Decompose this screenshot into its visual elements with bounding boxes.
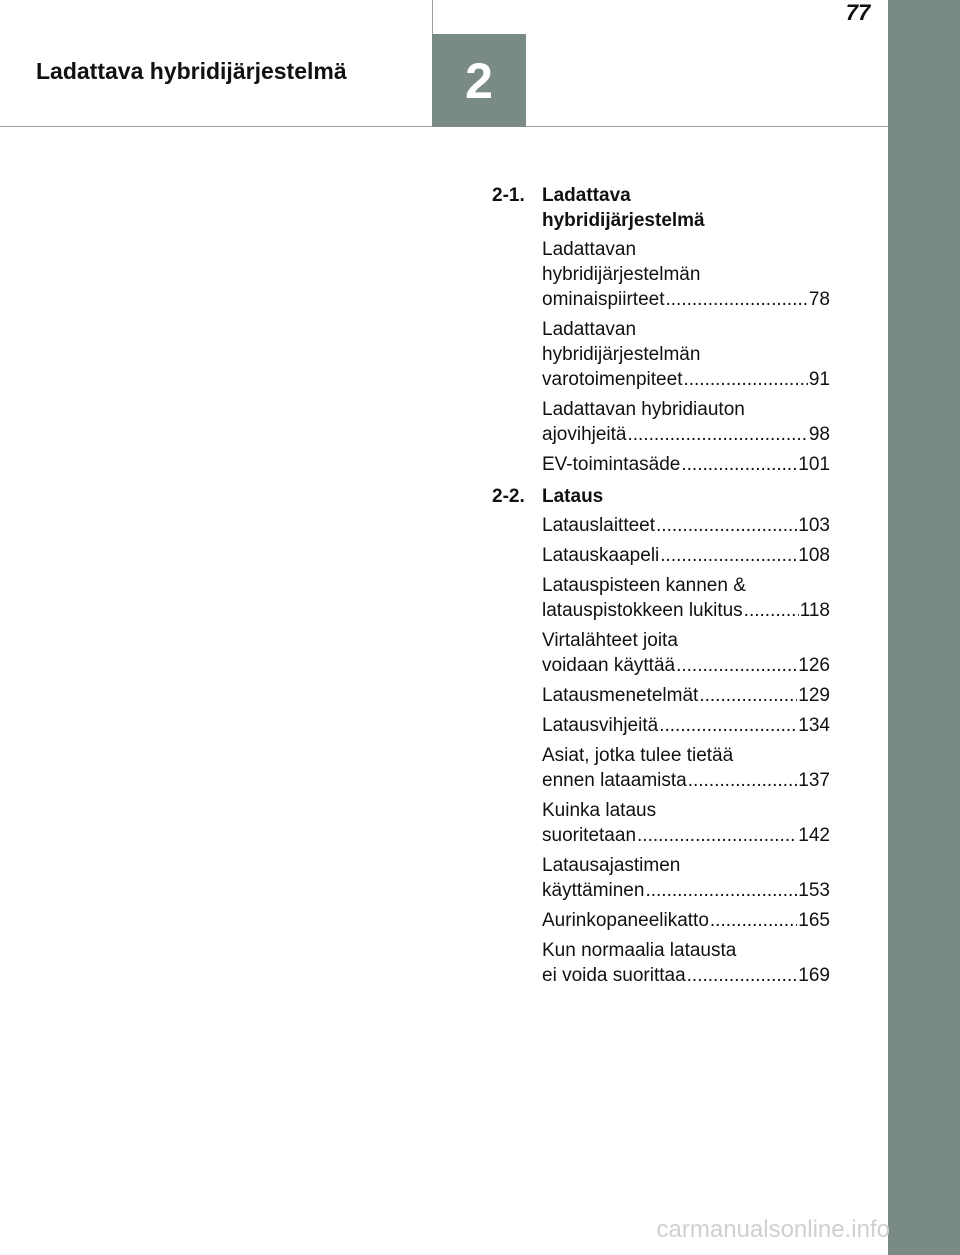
dot-leader [699,683,797,708]
toc-entry[interactable] [542,938,830,988]
toc-page-number: 134 [798,715,830,736]
toc-entry[interactable] [542,683,830,708]
watermark: carmanualsonline.info [656,1216,890,1243]
toc-page-number: 126 [798,655,830,676]
toc-page-number: 165 [798,910,830,931]
toc-entry-last-line [542,683,830,708]
dot-leader [637,823,797,848]
toc-entry-text: Latausajastimen [542,855,681,876]
toc-entry-text: Asiat, jotka tulee tietää [542,745,734,766]
toc-page-number: 118 [799,600,830,621]
toc-entry-text: Virtalähteet joita [542,630,678,651]
toc-entry[interactable] [542,713,830,738]
dot-leader [628,422,808,447]
toc-page-number: 129 [798,685,830,706]
toc-entry-text: latauspistokkeen lukitus [542,600,743,621]
toc-page-number: 169 [798,965,830,986]
toc-entry-text: ajovihjeitä [542,424,627,445]
toc-entry-text: ominaispiirteet [542,289,665,310]
toc-entry-last-line [542,823,830,848]
toc-entry-text: Latausvihjeitä [542,715,659,736]
toc-entry[interactable] [542,573,830,623]
dot-leader [660,543,797,568]
dot-leader [666,287,808,312]
toc-entry[interactable] [542,452,830,477]
toc-page-number: 103 [798,515,830,536]
section-title [542,484,603,509]
section-number: 2-2. [492,486,525,507]
dot-leader [656,513,797,538]
toc-entry-last-line [542,543,830,568]
dot-leader [681,452,797,477]
chapter-side-tab [888,0,960,1255]
toc-entry-text: Latauskaapeli [542,545,660,566]
toc-section [492,484,830,988]
toc-entry[interactable] [542,397,830,447]
dot-leader [645,878,797,903]
dot-leader [659,713,797,738]
toc-entry-text: ei voida suorittaa [542,965,686,986]
section-title-line: Lataus [542,486,604,507]
toc-entry-text: Kuinka lataus [542,800,657,821]
toc-page-number: 137 [798,770,830,791]
toc-entry-text: Latauspisteen kannen & [542,575,746,596]
toc-entry-list [492,237,830,477]
dot-leader [688,768,798,793]
toc-entry[interactable] [542,237,830,312]
section-title [542,183,705,233]
chapter-number-box: 2 [432,34,526,127]
toc-entry-text: Latausmenetelmät [542,685,699,706]
section-title-line: Ladattava [542,185,631,206]
toc-entry-last-line [542,452,830,477]
header-divider [432,0,433,34]
toc-entry-last-line [542,768,830,793]
section-heading [492,484,830,509]
page-number: 77 [845,0,871,25]
toc-entry-text: käyttäminen [542,880,645,901]
dot-leader [744,598,799,623]
toc-entry-list [492,513,830,988]
toc-entry-text: Ladattavan [542,319,637,340]
toc-entry-last-line [542,422,830,447]
section-heading [492,183,830,233]
toc-entry-text: hybridijärjestelmän [542,344,701,365]
toc-entry-last-line [542,713,830,738]
table-of-contents [492,183,830,995]
toc-entry-text: Latauslaitteet [542,515,656,536]
toc-page-number: 91 [808,369,830,390]
toc-entry[interactable] [542,317,830,392]
toc-entry-text: Ladattavan [542,239,637,260]
toc-entry[interactable] [542,908,830,933]
toc-entry[interactable] [542,628,830,678]
toc-entry-last-line [542,367,830,392]
toc-entry-last-line [542,287,830,312]
dot-leader [683,367,807,392]
toc-entry-text: EV-toimintasäde [542,454,681,475]
toc-section [492,183,830,477]
toc-entry-last-line [542,598,830,623]
toc-entry[interactable] [542,798,830,848]
chapter-title: Ladattava hybridijärjestelmä [36,58,347,84]
toc-page-number: 98 [808,424,830,445]
toc-entry-text: hybridijärjestelmän [542,264,701,285]
toc-page-number: 101 [798,454,830,475]
toc-entry-text: suoritetaan [542,825,637,846]
toc-entry-last-line [542,878,830,903]
toc-entry-text: ennen lataamista [542,770,687,791]
dot-leader [710,908,797,933]
dot-leader [676,653,797,678]
section-number: 2-1. [492,185,525,206]
toc-entry-last-line [542,653,830,678]
toc-entry-text: Kun normaalia latausta [542,940,737,961]
toc-entry-last-line [542,513,830,538]
section-title-line: hybridijärjestelmä [542,210,705,231]
dot-leader [687,963,798,988]
toc-entry-text: varotoimenpiteet [542,369,683,390]
toc-entry-last-line [542,963,830,988]
toc-entry-text: voidaan käyttää [542,655,676,676]
toc-entry[interactable] [542,853,830,903]
toc-entry[interactable] [542,543,830,568]
toc-entry-last-line [542,908,830,933]
toc-entry[interactable] [542,513,830,538]
toc-page-number: 153 [798,880,830,901]
toc-entry[interactable] [542,743,830,793]
toc-page-number: 78 [808,289,830,310]
toc-entry-text: Ladattavan hybridiauton [542,399,745,420]
toc-entry-text: Aurinkopaneelikatto [542,910,709,931]
toc-page-number: 142 [798,825,830,846]
toc-page-number: 108 [798,545,830,566]
